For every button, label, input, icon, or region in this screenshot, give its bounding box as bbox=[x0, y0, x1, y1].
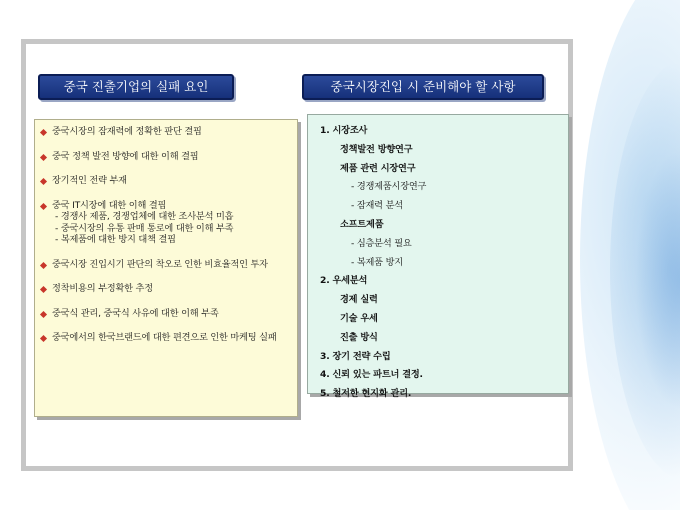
diamond-bullet-icon bbox=[40, 153, 47, 160]
diamond-bullet-icon bbox=[40, 178, 47, 185]
diamond-bullet-icon bbox=[40, 261, 47, 268]
preparation-items-panel bbox=[307, 114, 569, 400]
preparation-item-level-2: 제품 관련 시장연구 bbox=[340, 162, 416, 174]
failure-factor-text: 중국에서의 한국브랜드에 대한 편견으로 인한 마케팅 실패 bbox=[52, 332, 277, 343]
failure-factor-item bbox=[41, 126, 293, 138]
failure-factor-text: 중국시장 진입시기 판단의 착오로 인한 비효율적인 투자 bbox=[52, 258, 268, 270]
diamond-bullet-icon bbox=[40, 202, 47, 209]
failure-factor-item bbox=[41, 151, 293, 163]
failure-factor-item bbox=[41, 283, 293, 295]
preparation-item-level-2: 경제 실력 bbox=[340, 294, 378, 306]
failure-factor-text: 정착비용의 부정확한 추정 bbox=[52, 283, 153, 294]
preparation-item-level-1: 1. 시장조사 bbox=[320, 125, 368, 136]
preparation-item-level-3: - 심층분석 필요 bbox=[351, 237, 412, 249]
preparation-item-level-3: - 잠재력 분석 bbox=[351, 200, 403, 212]
failure-factors-title: 중국 진출기업의 실패 요인 bbox=[38, 74, 234, 100]
preparation-item-level-2: 소프트제품 bbox=[340, 218, 384, 230]
failure-factor-item bbox=[41, 259, 293, 271]
preparation-item-level-1: 5. 철저한 현지화 관리. bbox=[320, 388, 412, 400]
failure-factor-item bbox=[41, 308, 293, 320]
preparation-item-level-3: - 복제품 방지 bbox=[351, 256, 403, 268]
preparation-item-level-2: 기술 우세 bbox=[340, 312, 378, 324]
preparation-item-level-3: - 경쟁제품시장연구 bbox=[351, 181, 427, 193]
preparation-item-level-1: 4. 신뢰 있는 파트너 결정. bbox=[320, 369, 423, 381]
failure-factors-list bbox=[35, 120, 297, 344]
diamond-bullet-icon bbox=[40, 129, 47, 136]
failure-factor-item bbox=[41, 200, 293, 246]
preparation-item-level-2: 정책발전 방향연구 bbox=[340, 143, 413, 155]
diamond-bullet-icon bbox=[40, 286, 47, 293]
failure-factor-subitem: - 복제품에 대한 방지 대책 결핍 bbox=[55, 234, 176, 245]
failure-factor-text: 장기적인 전략 부재 bbox=[52, 175, 127, 186]
failure-factor-text: 중국 정책 발전 방향에 대한 이해 결핍 bbox=[52, 150, 199, 162]
failure-factor-item bbox=[41, 332, 293, 344]
failure-factors-panel bbox=[34, 119, 298, 417]
failure-factor-subitem: - 중국시장의 유통 판매 통로에 대한 이해 부족 bbox=[55, 222, 234, 234]
slide-frame bbox=[21, 39, 573, 471]
failure-factor-text: 중국시장의 잠재력에 정확한 판단 결핍 bbox=[52, 126, 202, 137]
preparation-item-level-1: 3. 장기 전략 수립 bbox=[320, 350, 391, 362]
failure-factor-text: 중국식 관리, 중국식 사유에 대한 이해 부족 bbox=[52, 307, 219, 319]
failure-factor-subitem: - 경쟁사 제품, 경쟁업체에 대한 조사분석 미흡 bbox=[55, 211, 234, 222]
preparation-items-list bbox=[308, 115, 568, 404]
preparation-item-level-1: 2. 우세분석 bbox=[320, 275, 368, 287]
diamond-bullet-icon bbox=[40, 335, 47, 342]
diamond-bullet-icon bbox=[40, 310, 47, 317]
failure-factor-text: 중국 IT시장에 대한 이해 결핍 bbox=[52, 199, 167, 211]
preparation-items-title: 중국시장진입 시 준비해야 할 사항 bbox=[302, 74, 544, 100]
failure-factor-item bbox=[41, 175, 293, 187]
preparation-item-level-2: 진출 방식 bbox=[340, 331, 378, 343]
